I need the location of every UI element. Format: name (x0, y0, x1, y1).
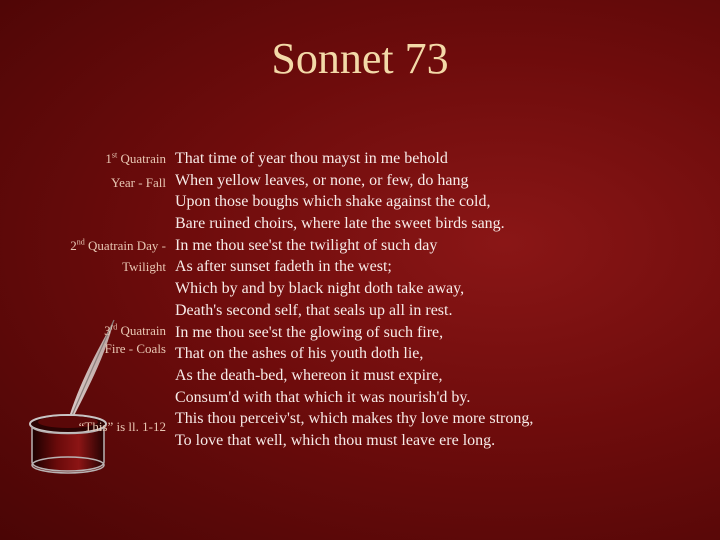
poem-line: Death's second self, that seals up all in rest. (175, 301, 453, 319)
annotation-text: Quatrain (120, 323, 166, 338)
annotation-text: Quatrain (120, 151, 166, 166)
poem-line: Upon those boughs which shake against the cold, (175, 193, 491, 211)
poem-line: In me thou see'st the glowing of such fire, (175, 323, 444, 341)
poem-line: As the death-bed, whereon it must expire, (175, 366, 443, 384)
poem-line: This thou perceiv'st, which makes thy love more strong, (175, 410, 534, 428)
poem-line: Which by and by black night doth take away, (175, 280, 465, 298)
annotation-this-lines: “This” is ll. 1-12 (78, 419, 166, 434)
poem-line: To love that well, which thou must leave ere long. (175, 431, 496, 449)
poem-line: When yellow leaves, or none, or few, do hang (175, 171, 469, 189)
annotation-twilight: Twilight (122, 259, 166, 274)
poem-line: As after sunset fadeth in the west; (175, 258, 392, 276)
poem-line: Bare ruined choirs, where late the sweet birds sang. (175, 215, 505, 233)
annotation-superscript: st (111, 150, 118, 160)
annotation-superscript: rd (110, 322, 118, 332)
annotation-ordinal: 3 (104, 323, 111, 338)
slide-title: Sonnet 73 (271, 34, 449, 83)
annotation-ordinal: 2 (70, 238, 77, 253)
annotation-text: Quatrain Day - (88, 238, 166, 253)
annotation-second-quatrain (70, 235, 166, 256)
poem-line: That time of year thou mayst in me behold (175, 150, 448, 167)
annotation-year-fall: Year - Fall (110, 175, 166, 190)
annotation-fire-coals: Fire - Coals (104, 341, 166, 356)
poem-line: That on the ashes of his youth doth lie, (175, 345, 424, 363)
poem-line: In me thou see'st the twilight of such day (175, 236, 438, 254)
sonnet-text (175, 148, 695, 452)
poem-line: Consum'd with that which it was nourish'd by. (175, 388, 471, 406)
annotation-superscript: nd (76, 237, 85, 247)
annotation-ordinal: 1 (105, 151, 112, 166)
annotation-first-quatrain (105, 148, 166, 169)
